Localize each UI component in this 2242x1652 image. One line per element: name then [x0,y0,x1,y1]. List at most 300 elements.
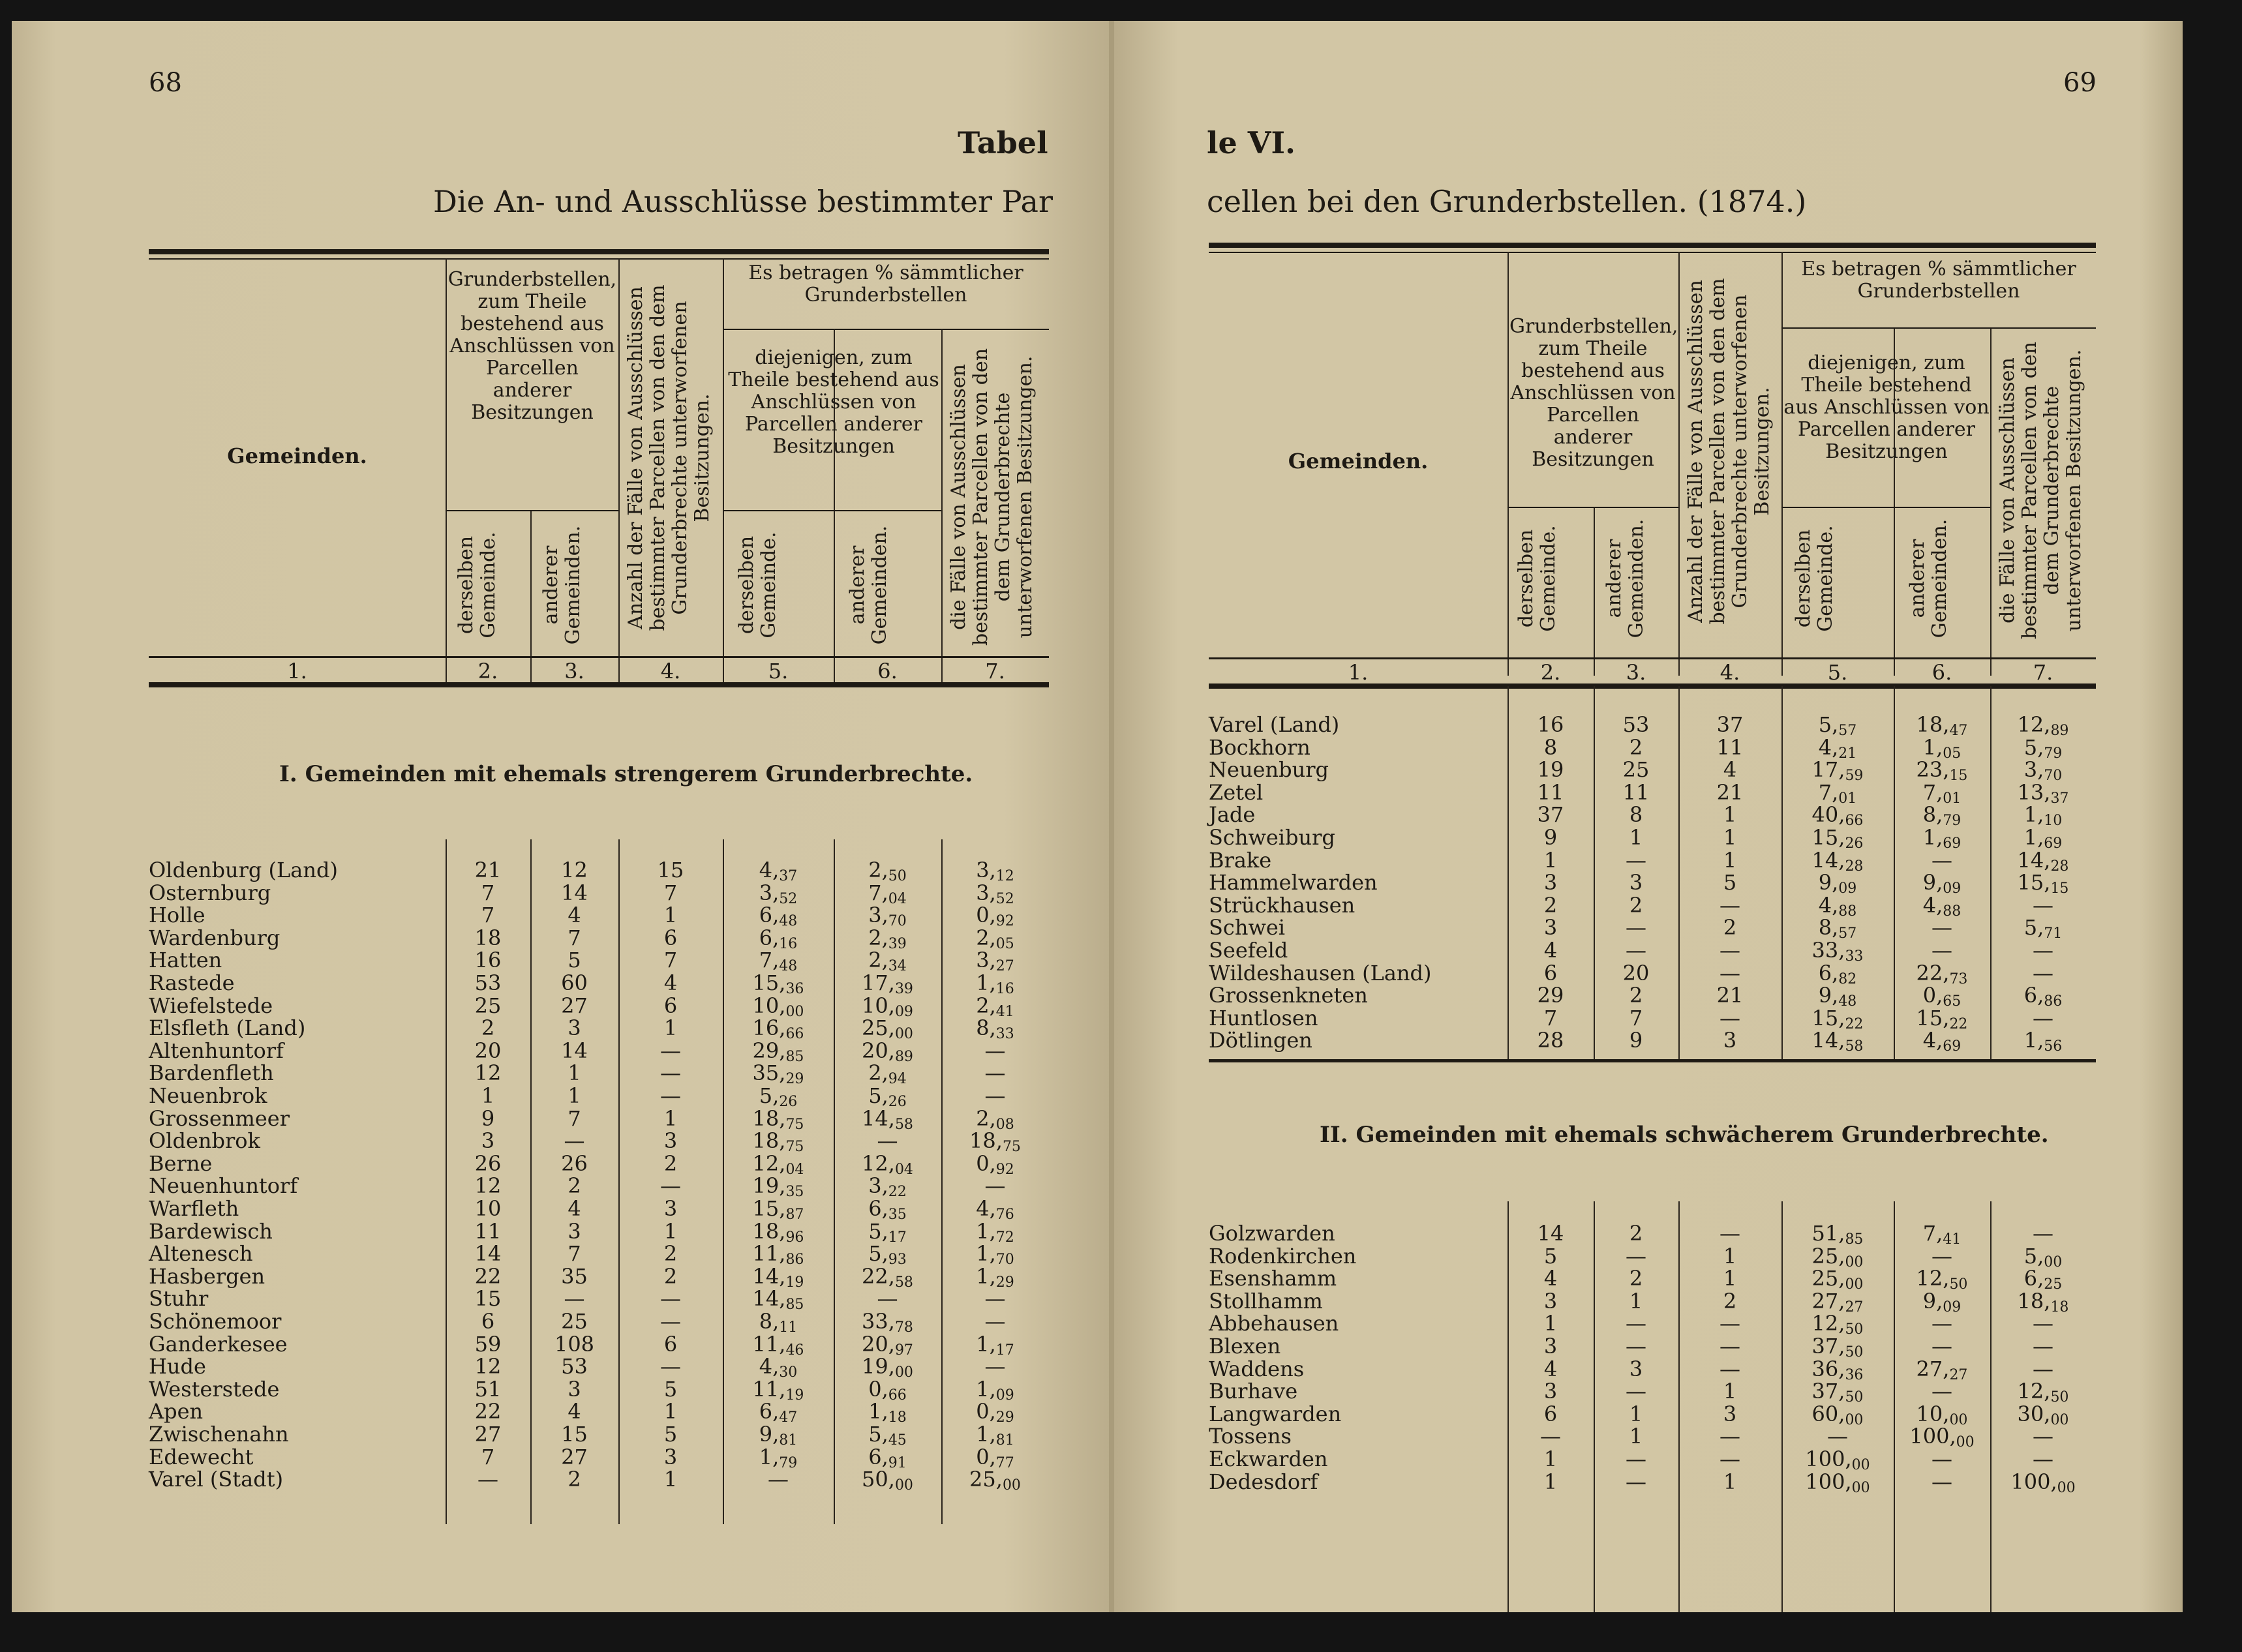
cell-col-7: $5,_{71}$ [2023,915,2063,942]
header-derselben-gemeinde-pct: derselben Gemeinde. [735,532,780,638]
cell-col-5: $1,_{79}$ [759,1444,798,1471]
cell-col-4: 2 [1723,915,1737,940]
table-row [1209,712,2096,739]
cell-col-2: 3 [481,1128,495,1154]
cell-col-6: $14,_{58}$ [862,1105,913,1133]
cell-col-5: $14,_{19}$ [752,1263,804,1291]
cell-col-5: $35,_{29}$ [752,1060,804,1088]
cell-col-4: 2 [663,1150,678,1176]
cell-col-3: 7 [1629,1005,1643,1030]
cell-col-6: — [1931,1311,1952,1336]
cell-col-3: 3 [1629,870,1643,895]
cell-gemeinde: Eckwarden [1209,1447,1328,1471]
cell-col-6: $5,_{45}$ [868,1422,907,1449]
cell-col-3: — [1626,1379,1646,1404]
cell-col-6: $15,_{22}$ [1916,1005,1968,1032]
cell-col-5: $16,_{66}$ [752,1015,804,1043]
cell-col-5: $12,_{50}$ [1811,1311,1864,1338]
header-derselben-gemeinde: derselben Gemeinde. [455,532,500,638]
cell-gemeinde: Apen [149,1399,204,1424]
cell-col-5: $9,_{48}$ [1818,983,1857,1010]
cell-col-7: — [984,1309,1006,1334]
cell-gemeinde: Stuhr [149,1286,209,1312]
header-gemeinden-right: Gemeinden. [1288,449,1429,473]
cell-col-6: $2,_{39}$ [868,925,907,952]
table-row [1209,734,2096,762]
table-row [149,1309,1049,1336]
cell-col-6: $4,_{88}$ [1922,892,1962,920]
cell-col-4: — [1719,1221,1740,1246]
cell-col-6: $10,_{09}$ [862,993,913,1020]
cell-col-6: $4,_{69}$ [1922,1028,1962,1055]
cell-col-4: 3 [1723,1401,1737,1426]
cell-col-2: 7 [481,1444,495,1469]
header-gemeinden: Gemeinden. [227,443,367,468]
cell-col-3: 2 [568,1467,581,1492]
cell-gemeinde: Neuenbrok [149,1083,267,1108]
header-anderer-gemeinden-pct-right: anderer Gemeinden. [1906,518,1951,638]
cell-col-4: 5 [663,1376,678,1402]
table-row [149,993,1049,1020]
cell-col-4: — [660,1309,681,1334]
cell-col-2: 4 [1543,1356,1558,1381]
cell-col-5: $51,_{85}$ [1811,1221,1864,1248]
cell-col-7: $100,_{00}$ [2010,1469,2076,1496]
cell-col-3: — [1626,938,1646,963]
cell-col-7: $18,_{18}$ [2017,1288,2069,1315]
cell-gemeinde: Abbehausen [1209,1311,1339,1336]
cell-gemeinde: Oldenburg (Land) [149,858,338,882]
open-book [12,21,2183,1612]
cell-col-3: 7 [568,1105,581,1131]
cell-col-3: 2 [1629,1221,1643,1246]
cell-gemeinde: Burhave [1209,1379,1298,1404]
table-row [1209,1007,2096,1030]
table-row [1209,757,2096,785]
cell-col-5: $100,_{00}$ [1805,1469,1870,1496]
table-subtitle-right-part: cellen bei den Grunderbstellen. (1874.) [1207,184,1807,219]
cell-col-3: 26 [561,1150,588,1176]
cell-col-3: 8 [1629,802,1643,828]
cell-col-4: 2 [1723,1288,1737,1314]
cell-col-3: 5 [568,948,581,973]
cell-col-2: 26 [474,1150,502,1176]
colnum-1: 1. [287,659,307,683]
cell-col-2: 11 [474,1218,502,1244]
cell-col-3: 1 [1629,1401,1643,1426]
cell-col-6: $50,_{00}$ [862,1467,913,1494]
table-row [149,882,1049,905]
header-es-betragen: Es betragen % sämmtlicher Grunderbstellen [748,262,1023,307]
cell-col-7: $3,_{52}$ [976,880,1014,907]
cell-col-6: $9,_{09}$ [1922,1288,1962,1315]
cell-col-2: 22 [474,1399,502,1424]
cell-col-2: — [477,1467,498,1492]
cell-col-3: 53 [1622,712,1650,737]
cell-col-5: $15,_{22}$ [1811,1005,1864,1032]
cell-col-4: 2 [663,1241,678,1267]
colnum-6-right: 6. [1931,660,1952,685]
cell-col-5: $18,_{75}$ [752,1128,804,1156]
table-row [1209,802,2096,830]
cell-col-5: $11,_{86}$ [752,1241,804,1269]
table-row [149,1083,1049,1110]
cell-gemeinde: Jade [1209,802,1256,828]
cell-col-4: 1 [663,903,678,928]
cell-col-5: $17,_{59}$ [1811,757,1864,785]
cell-col-6: $5,_{17}$ [868,1218,907,1246]
cell-col-6: $2,_{34}$ [868,948,907,975]
cell-col-4: 1 [1723,1266,1737,1291]
cell-gemeinde: Huntlosen [1209,1005,1318,1030]
cell-gemeinde: Dötlingen [1209,1028,1312,1053]
colnum-4: 4. [660,659,681,683]
cell-gemeinde: Hasbergen [149,1263,265,1289]
cell-col-6: — [1931,1379,1952,1404]
cell-col-4: — [1719,1356,1740,1381]
cell-col-2: 5 [1543,1243,1558,1269]
cell-gemeinde: Brake [1209,847,1272,873]
cell-col-7: — [2033,1424,2053,1449]
colnum-4-right: 4. [1719,660,1740,685]
cell-col-7: $2,_{41}$ [976,993,1014,1020]
cell-col-5: $7,_{01}$ [1818,779,1857,807]
cell-col-7: $6,_{86}$ [2023,983,2063,1010]
cell-col-4: — [1719,1005,1740,1030]
cell-col-7: $8,_{33}$ [976,1015,1014,1043]
cell-gemeinde: Ganderkesee [149,1331,288,1357]
cell-col-5: $14,_{58}$ [1811,1028,1864,1055]
cell-col-5: $15,_{36}$ [752,970,804,997]
table-row [149,1015,1049,1043]
cell-col-3: 1 [568,1083,581,1108]
cell-col-7: — [2033,1334,2053,1359]
cell-col-5: $6,_{48}$ [759,903,798,930]
cell-col-6: $22,_{58}$ [862,1263,913,1291]
cell-col-4: 1 [1723,1469,1737,1494]
cell-col-3: 27 [561,993,588,1018]
cell-col-3: 12 [561,858,588,882]
cell-col-3: — [1626,1447,1646,1471]
cell-col-4: 3 [663,1444,678,1469]
cell-col-3: 2 [1629,734,1643,760]
cell-col-6: $8,_{79}$ [1922,802,1962,830]
cell-col-3: 1 [568,1060,581,1086]
cell-col-6: $0,_{65}$ [1922,983,1962,1010]
cell-col-3: 108 [554,1331,595,1357]
header-anderer-gemeinden-right: anderer Gemeinden. [1603,518,1648,638]
cell-col-7: $5,_{79}$ [2023,734,2063,762]
cell-col-4: — [1719,960,1740,985]
cell-col-7: $1,_{72}$ [976,1218,1014,1246]
cell-col-7: — [2033,1447,2053,1471]
table-row [1209,892,2096,920]
cell-col-5: — [1827,1424,1848,1449]
cell-col-3: 3 [568,1376,581,1402]
cell-col-7: $2,_{05}$ [976,925,1014,952]
cell-col-2: 15 [474,1286,502,1312]
cell-col-6: — [877,1286,898,1312]
cell-col-4: 2 [663,1263,678,1289]
cell-col-2: 28 [1537,1028,1564,1053]
cell-col-5: $19,_{35}$ [752,1173,804,1201]
cell-col-6: $27,_{27}$ [1916,1356,1968,1383]
cell-col-3: — [564,1286,585,1312]
cell-col-3: — [1626,1243,1646,1269]
cell-col-4: — [660,1038,681,1063]
cell-col-6: $12,_{04}$ [862,1150,913,1178]
cell-gemeinde: Neuenburg [1209,757,1329,783]
cell-col-4: 11 [1716,734,1744,760]
cell-col-6: — [1931,1447,1952,1471]
cell-col-3: 3 [1629,1356,1643,1381]
cell-gemeinde: Zwischenahn [149,1422,289,1447]
cell-col-4: 7 [663,880,678,905]
cell-col-6: $7,_{01}$ [1922,779,1962,807]
cell-col-2: 29 [1537,983,1564,1008]
cell-gemeinde: Strückhausen [1209,892,1356,918]
cell-gemeinde: Golzwarden [1209,1221,1335,1246]
cell-col-7: $25,_{00}$ [969,1467,1021,1494]
cell-col-3: 2 [568,1173,581,1199]
cell-col-3: 2 [1629,1266,1643,1291]
cell-gemeinde: Wildeshausen (Land) [1209,960,1432,985]
table-row [149,1105,1049,1133]
cell-gemeinde: Warfleth [149,1196,239,1221]
cell-col-5: $29,_{85}$ [752,1038,804,1065]
cell-gemeinde: Schönemoor [149,1309,282,1334]
cell-col-2: 4 [1543,938,1558,963]
cell-gemeinde: Stollhamm [1209,1288,1323,1314]
header-faelle-ausschluesse-right: die Fälle von Ausschlüssen bestimmter Parcellen von den dem Grunderbrechte unterworfenen Besitzungen. [1996,341,2085,640]
cell-col-4: 6 [663,1331,678,1357]
header-derselben-gemeinde-right: derselben Gemeinde. [1515,525,1560,632]
cell-gemeinde: Hatten [149,948,222,973]
cell-col-2: 14 [1537,1221,1564,1246]
cell-gemeinde: Schwei [1209,915,1286,940]
cell-col-3: 15 [561,1422,588,1447]
cell-col-5: $60,_{00}$ [1811,1401,1864,1428]
cell-gemeinde: Altenesch [149,1241,253,1267]
table-row [1209,938,2096,965]
cell-col-5: $6,_{82}$ [1818,960,1857,987]
cell-col-2: 18 [474,925,502,950]
cell-col-7: — [984,1038,1006,1063]
page-number-left: 68 [149,68,182,98]
cell-col-4: — [1719,1334,1740,1359]
cell-col-7: $0,_{77}$ [976,1444,1014,1471]
cell-gemeinde: Bockhorn [1209,734,1310,760]
cell-col-2: 6 [1543,960,1558,985]
cell-col-7: $1,_{16}$ [976,970,1014,997]
table-row [149,1038,1049,1065]
cell-col-5: $11,_{46}$ [752,1331,804,1359]
colnum-2-right: 2. [1540,660,1561,685]
cell-gemeinde: Rastede [149,970,235,995]
header-es-betragen-right: Es betragen % sämmtlicher Grunderbstellen [1801,258,2076,303]
cell-col-2: 25 [474,993,502,1018]
table-row [1209,1471,2096,1494]
table-row [149,903,1049,930]
cell-col-3: 7 [568,925,581,950]
table-row [149,927,1049,950]
table-row [149,1060,1049,1088]
cell-col-6: $1,_{69}$ [1922,825,1962,852]
cell-col-2: 51 [474,1376,502,1402]
cell-col-2: 37 [1537,802,1564,828]
cell-col-2: — [1540,1424,1561,1449]
cell-col-6: $33,_{78}$ [862,1309,913,1336]
cell-col-3: — [1626,1311,1646,1336]
page-number-right: 69 [2063,68,2097,98]
cell-col-7: $5,_{00}$ [2023,1243,2063,1270]
cell-col-6: $3,_{22}$ [868,1173,907,1201]
cell-col-2: 6 [481,1309,495,1334]
cell-col-7: $2,_{08}$ [976,1105,1014,1133]
cell-col-6: $0,_{66}$ [868,1376,907,1404]
cell-col-3: 4 [568,1196,581,1221]
cell-col-2: 3 [1543,915,1558,940]
table-row [1209,1403,2096,1426]
cell-col-7: — [2033,1311,2053,1336]
table-left [149,249,1049,1554]
table-row [149,1150,1049,1178]
cell-col-4: 3 [663,1128,678,1154]
cell-col-2: 3 [1543,1288,1558,1314]
cell-col-4: 4 [1723,757,1737,783]
colnum-2: 2. [477,659,498,683]
cell-col-6: $5,_{26}$ [868,1083,907,1110]
cell-col-3: 2 [1629,983,1643,1008]
cell-col-6: $25,_{00}$ [862,1015,913,1043]
cell-col-4: 1 [663,1105,678,1131]
header-faelle-ausschluesse: die Fälle von Ausschlüssen bestimmter Parcellen von den dem Grunderbrechte unterworfenen Besitzungen. [947,348,1037,646]
cell-col-6: — [1931,1334,1952,1359]
table-row [149,1286,1049,1314]
cell-col-2: 1 [481,1083,495,1108]
cell-gemeinde: Hude [149,1354,206,1379]
cell-gemeinde: Langwarden [1209,1401,1342,1426]
cell-col-2: 7 [481,880,495,905]
cell-col-3: — [1626,1469,1646,1494]
cell-col-2: 7 [481,903,495,928]
cell-gemeinde: Dedesdorf [1209,1469,1318,1494]
cell-col-5: $4,_{21}$ [1818,734,1857,762]
cell-gemeinde: Wardenburg [149,925,280,950]
table-row [1209,1245,2096,1268]
cell-col-3: 11 [1622,779,1650,805]
cell-col-3: 1 [1629,1288,1643,1314]
cell-gemeinde: Seefeld [1209,938,1288,963]
cell-col-4: 1 [1723,825,1737,850]
table-row [1209,915,2096,942]
cell-col-2: 9 [1543,825,1558,850]
section-2-title: II. Gemeinden mit ehemals schwächerem Grunderbrechte. [1320,1122,2049,1148]
cell-col-5: $5,_{57}$ [1818,712,1857,739]
cell-col-2: 16 [1537,712,1564,737]
cell-col-5: $5,_{26}$ [759,1083,798,1110]
cell-col-2: 22 [474,1263,502,1289]
cell-col-6: — [1931,847,1952,873]
cell-col-5: $11,_{19}$ [752,1376,804,1404]
cell-col-5: $36,_{36}$ [1811,1356,1864,1383]
cell-col-4: 1 [663,1218,678,1244]
cell-col-3: — [1626,847,1646,873]
cell-col-5: $6,_{16}$ [759,925,798,952]
header-anzahl-ausschluesse-right: Anzahl der Fälle von Ausschlüssen bestimmter Parcellen von den dem Grunderbrechte unterworfenen Besitzungen. [1684,278,1774,625]
cell-col-6: — [1931,1243,1952,1269]
cell-col-3: 1 [1629,1424,1643,1449]
cell-col-5: $4,_{30}$ [759,1354,798,1381]
cell-col-6: $5,_{93}$ [868,1241,907,1269]
cell-col-6: $3,_{70}$ [868,903,907,930]
cell-col-7: — [2033,1005,2053,1030]
cell-col-5: $100,_{00}$ [1805,1447,1870,1473]
cell-col-5: $18,_{96}$ [752,1218,804,1246]
cell-col-5: $15,_{87}$ [752,1196,804,1223]
table-row [1209,847,2096,875]
cell-gemeinde: Schweiburg [1209,825,1335,850]
cell-col-4: — [1719,1424,1740,1449]
cell-col-3: — [1626,915,1646,940]
cell-gemeinde: Oldenbrok [149,1128,260,1154]
cell-col-4: 15 [657,858,684,882]
cell-col-4: 5 [1723,870,1737,895]
header-grunderbstellen: Grunderbstellen, zum Theile bestehend aus Anschlüssen von Parcellen anderer Besitzungen [447,268,617,424]
cell-col-2: 1 [1543,847,1558,873]
table-row [149,1331,1049,1359]
cell-col-5: — [768,1467,789,1492]
cell-col-3: 1 [1629,825,1643,850]
cell-gemeinde: Waddens [1209,1356,1305,1381]
cell-col-3: 2 [1629,892,1643,918]
cell-col-2: 1 [1543,1469,1558,1494]
cell-gemeinde: Bardewisch [149,1218,273,1244]
cell-col-4: — [1719,1447,1740,1471]
section-1-title: I. Gemeinden mit ehemals strengerem Grunderbrechte. [279,761,973,787]
cell-col-6: — [1931,915,1952,940]
cell-col-4: 37 [1716,712,1744,737]
table-row [1209,1448,2096,1471]
cell-gemeinde: Wiefelstede [149,993,273,1018]
cell-col-7: $3,_{12}$ [976,858,1014,884]
cell-col-6: $1,_{05}$ [1922,734,1962,762]
table-row [149,1173,1049,1201]
cell-col-2: 8 [1543,734,1558,760]
cell-col-6: $12,_{50}$ [1916,1266,1968,1293]
cell-col-7: $12,_{50}$ [2017,1379,2069,1406]
cell-gemeinde: Holle [149,903,205,928]
cell-col-7: $1,_{81}$ [976,1422,1014,1449]
table-row [1209,825,2096,852]
cell-col-4: 21 [1716,779,1744,805]
header-diejenigen-right: diejenigen, zum Theile bestehend aus Anschlüssen von Parcellen anderer Besitzungen [1783,352,1990,463]
cell-col-7: — [2033,938,2053,963]
table-row [149,1399,1049,1426]
table-row [149,1241,1049,1269]
table-row [1209,870,2096,897]
cell-col-6: $20,_{97}$ [862,1331,913,1359]
table-row [1209,1221,2096,1248]
cell-gemeinde: Westerstede [149,1376,280,1402]
right-page [1114,21,2183,1612]
left-page [12,21,1114,1612]
table-row [149,972,1049,995]
cell-col-6: $2,_{94}$ [868,1060,907,1088]
table-row [149,1376,1049,1404]
cell-col-2: 16 [474,948,502,973]
cell-col-7: — [2033,1221,2053,1246]
